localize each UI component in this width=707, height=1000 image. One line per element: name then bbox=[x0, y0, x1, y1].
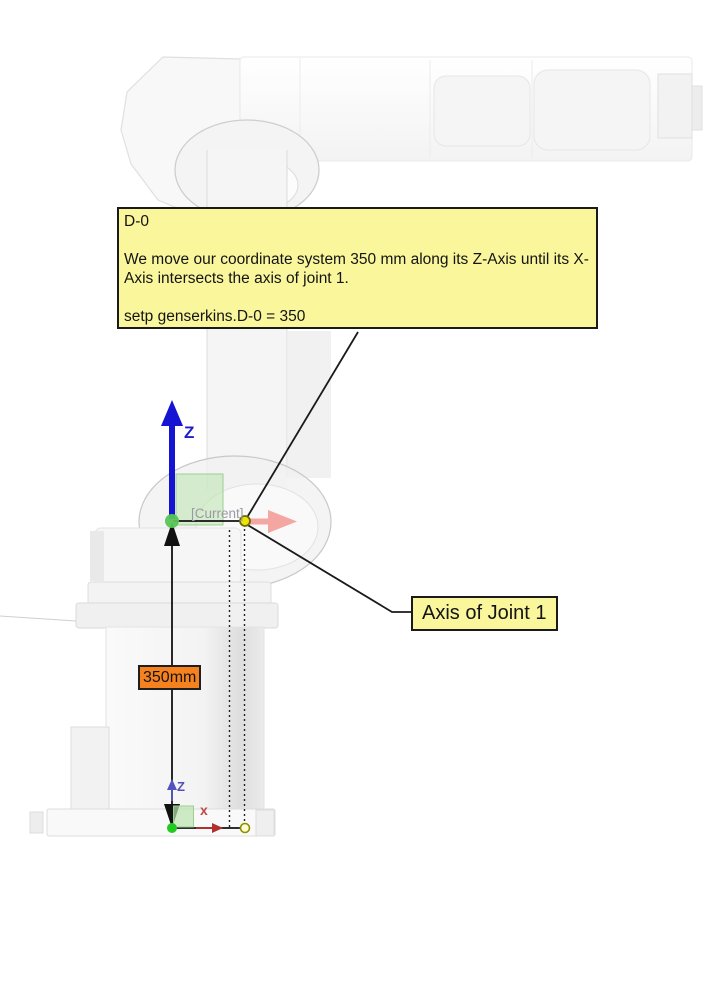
callout-body: We move our coordinate system 350 mm along its Z-Axis until its X-Axis intersects the axis of joint 1. bbox=[124, 251, 589, 287]
current-frame-label: [Current] bbox=[191, 506, 244, 521]
wrist-flange bbox=[658, 74, 692, 138]
origin-dot-current bbox=[165, 514, 179, 528]
callout-box-d0 bbox=[117, 207, 598, 329]
callout-command: setp genserkins.D-0 = 350 bbox=[124, 308, 306, 325]
z-axis-label-bottom: Z bbox=[177, 779, 185, 794]
callout-title: D-0 bbox=[124, 213, 149, 230]
base-column bbox=[106, 627, 264, 813]
dimension-350mm-label: 350mm bbox=[138, 665, 201, 690]
joint1-axis-marker-circle-bottom bbox=[241, 824, 250, 833]
z-axis-label-top: Z bbox=[184, 423, 195, 442]
x-axis-label-bottom: x bbox=[200, 802, 208, 818]
axis-of-joint-1-label: Axis of Joint 1 bbox=[411, 596, 558, 631]
frame-highlight-square-bottom bbox=[174, 806, 194, 827]
base-flange bbox=[47, 809, 275, 836]
origin-dot-base bbox=[167, 823, 177, 833]
